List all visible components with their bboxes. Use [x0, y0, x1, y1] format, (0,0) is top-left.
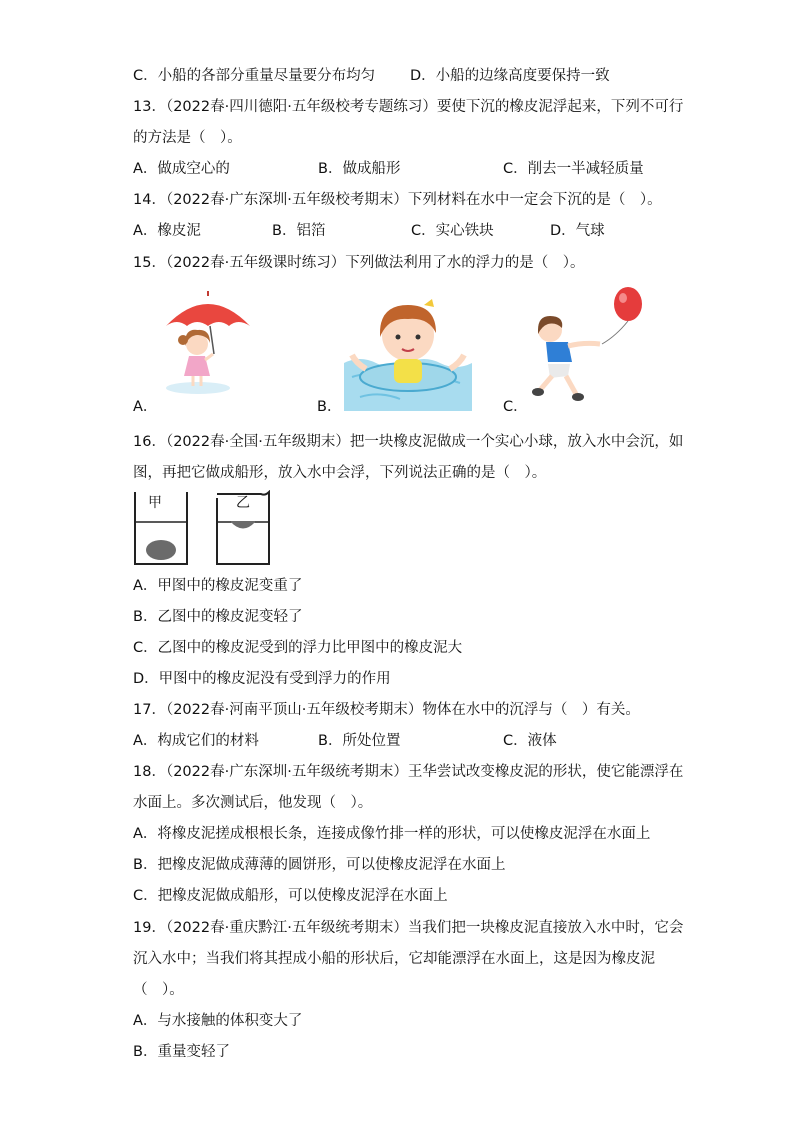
q14-option-d: D．气球 [550, 223, 605, 239]
q16-option-b: B．乙图中的橡皮泥变轻了 [133, 609, 303, 625]
q19-stem-line3: （ ）。 [133, 982, 184, 998]
girl-with-umbrella-image [158, 288, 258, 400]
q14-stem: 14．（2022春·广东深圳·五年级校考期末）下列材料在水中一定会下沉的是（ ）。 [133, 192, 662, 208]
q18-option-b: B．把橡皮泥做成薄薄的圆饼形，可以使橡皮泥浮在水面上 [133, 857, 506, 873]
q16-option-d: D．甲图中的橡皮泥没有受到浮力的作用 [133, 671, 391, 687]
girl-swimming-image [340, 293, 476, 415]
q19-stem-line1: 19．（2022春·重庆黔江·五年级统考期末）当我们把一块橡皮泥直接放入水中时，它会 [133, 920, 684, 936]
beaker-b-label: 乙 [236, 495, 250, 511]
q13-stem-line1: 13．（2022春·四川德阳·五年级校考专题练习）要使下沉的橡皮泥浮起来，下列不可行 [133, 99, 684, 115]
q13-option-c: C．削去一半减轻质量 [503, 161, 644, 177]
q18-option-a: A．将橡皮泥搓成根根长条，连接成像竹排一样的形状，可以使橡皮泥浮在水面上 [133, 826, 651, 842]
q16-option-a: A．甲图中的橡皮泥变重了 [133, 578, 303, 594]
q19-stem-line2: 沉入水中；当我们将其捏成小船的形状后，它却能漂浮在水面上，这是因为橡皮泥 [133, 951, 655, 967]
q16-option-c: C．乙图中的橡皮泥受到的浮力比甲图中的橡皮泥大 [133, 640, 463, 656]
q15-stem: 15．（2022春·五年级课时练习）下列做法利用了水的浮力的是（ ）。 [133, 255, 585, 271]
boy-with-balloon-image [528, 286, 648, 410]
q17-stem: 17．（2022春·河南平顶山·五年级校考期末）物体在水中的沉浮与（ ）有关。 [133, 702, 640, 718]
q12-option-d: D．小船的边缘高度要保持一致 [410, 68, 610, 84]
q13-option-b: B．做成船形 [318, 161, 401, 177]
q12-option-c: C．小船的各部分重量尽量要分布均匀 [133, 68, 376, 84]
q18-stem-line1: 18．（2022春·广东深圳·五年级统考期末）王华尝试改变橡皮泥的形状，使它能漂浮在 [133, 764, 684, 780]
q15-option-c: C． [503, 399, 528, 415]
q15-option-a: A． [133, 399, 158, 415]
q18-option-c: C．把橡皮泥做成船形，可以使橡皮泥浮在水面上 [133, 888, 448, 904]
q17-option-a: A．构成它们的材料 [133, 733, 259, 749]
beaker-a-label: 甲 [148, 495, 162, 511]
q18-stem-line2: 水面上。多次测试后，他发现（ ）。 [133, 795, 373, 811]
q16-stem-line2: 图，再把它做成船形，放入水中会浮，下列说法正确的是（ ）。 [133, 465, 547, 481]
q17-option-b: B．所处位置 [318, 733, 401, 749]
q14-option-b: B．铝箔 [272, 223, 326, 239]
q14-option-c: C．实心铁块 [411, 223, 494, 239]
q19-option-b: B．重量变轻了 [133, 1044, 230, 1060]
q17-option-c: C．液体 [503, 733, 557, 749]
q14-option-a: A．橡皮泥 [133, 223, 201, 239]
q19-option-a: A．与水接触的体积变大了 [133, 1013, 303, 1029]
q13-option-a: A．做成空心的 [133, 161, 230, 177]
q15-option-b: B． [317, 399, 342, 415]
q16-stem-line1: 16．（2022春·全国·五年级期末）把一块橡皮泥做成一个实心小球，放入水中会沉，如 [133, 434, 684, 450]
q13-stem-line2: 的方法是（ ）。 [133, 130, 242, 146]
